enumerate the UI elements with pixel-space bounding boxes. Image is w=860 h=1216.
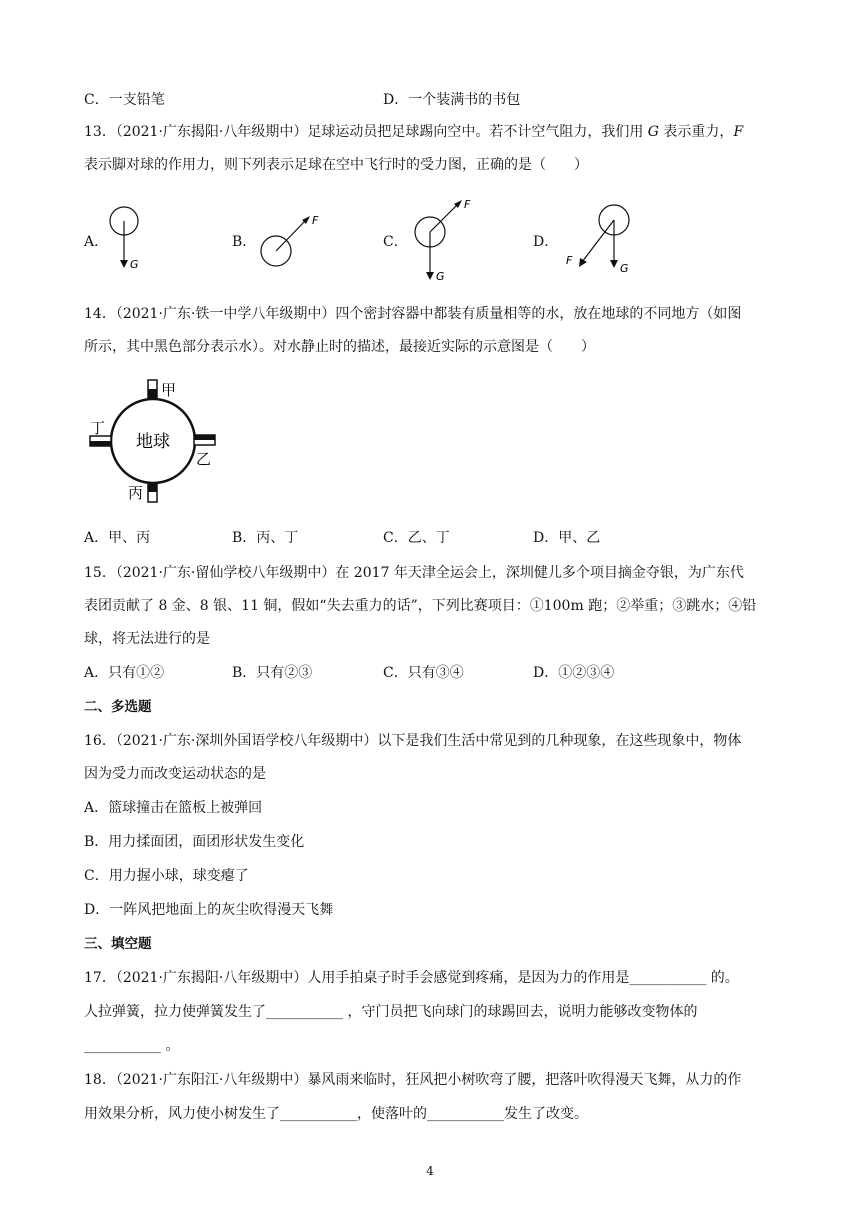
q14-stem-line1: 14．（2021·广东·铁一中学八年级期中）四个密封容器中都装有质量相等的水，放在地球的不同地方（如图 bbox=[84, 306, 742, 322]
q14-option-d[interactable]: D．甲、乙 bbox=[533, 530, 601, 546]
q14-option-b[interactable]: B．丙、丁 bbox=[232, 530, 299, 546]
q13-option-d-force-diagram bbox=[562, 200, 646, 282]
water-bing bbox=[148, 483, 157, 492]
q16-option-a[interactable]: A．篮球撞击在篮板上被弹回 bbox=[84, 800, 263, 816]
q13-option-b-force-diagram bbox=[254, 208, 330, 272]
q14-option-a[interactable]: A．甲、丙 bbox=[84, 530, 151, 546]
q14-stem-line2: 所示，其中黑色部分表示水）。对水静止时的描述，最接近实际的示意图是（ ） bbox=[84, 339, 595, 355]
q15-option-d[interactable]: D．①②③④ bbox=[533, 665, 615, 681]
q13-stem-line1 bbox=[84, 122, 743, 142]
q13-option-c-label[interactable]: C． bbox=[383, 234, 408, 250]
gravity-arrowhead bbox=[426, 272, 434, 280]
earth-label: 地球 bbox=[136, 432, 170, 452]
q16-option-d[interactable]: D．一阵风把地面上的灰尘吹得漫天飞舞 bbox=[84, 902, 334, 918]
q15-option-b[interactable]: B．只有②③ bbox=[232, 665, 313, 681]
water-yi bbox=[194, 435, 215, 440]
kick-force-arrow-line bbox=[276, 220, 306, 251]
q13-option-b-label[interactable]: B． bbox=[232, 234, 257, 250]
q13-stem-line2: 表示脚对球的作用力，则下列表示足球在空中飞行时的受力图，正确的是（ ） bbox=[84, 157, 588, 173]
label-jia: 甲 bbox=[161, 381, 177, 399]
q17-stem-line1: 17．（2021·广东揭阳·八年级期中）人用手拍桌子时手会感觉到疼痛，是因为力的作用是___________ 的。 bbox=[84, 970, 739, 986]
label-bing: 丙 bbox=[128, 484, 144, 502]
q12-option-d[interactable]: D．一个装满书的书包 bbox=[383, 92, 521, 108]
kick-force-arrow-line bbox=[582, 220, 614, 262]
q13-option-a-label[interactable]: A． bbox=[84, 234, 109, 250]
q16-stem-line2: 因为受力而改变运动状态的是 bbox=[84, 766, 266, 782]
kick-force-label: F bbox=[312, 214, 319, 227]
q16-option-c[interactable]: C．用力握小球，球变瘪了 bbox=[84, 868, 249, 884]
q15-stem-line2: 表团贡献了 8 金、8 银、11 铜，假如“失去重力的话”，下列比赛项目：①100m 跑；②举重；③跳水；④铅 bbox=[84, 598, 757, 614]
q13-option-d-label[interactable]: D． bbox=[533, 234, 559, 250]
water-ding bbox=[90, 441, 111, 446]
q15-stem-line3: 球，将无法进行的是 bbox=[84, 631, 210, 647]
gravity-label: G bbox=[436, 270, 445, 283]
q14-option-c[interactable]: C．乙、丁 bbox=[383, 530, 450, 546]
q18-stem-line1: 18．（2021·广东阳江·八年级期中）暴风雨来临时，狂风把小树吹弯了腰，把落叶吹得漫天飞舞，从力的作 bbox=[84, 1072, 742, 1088]
q15-stem-line1: 15．（2021·广东·留仙学校八年级期中）在 2017 年天津全运会上，深圳健儿多个项目摘金夺银，为广东代 bbox=[84, 565, 744, 581]
q16-stem-line1: 16．（2021·广东·深圳外国语学校八年级期中）以下是我们生活中常见到的几种现象，在这些现象中，物体 bbox=[84, 733, 742, 749]
q13-stem-text-b: 表示重力， bbox=[658, 124, 734, 140]
section-heading-multiple-choice: 二、多选题 bbox=[84, 699, 152, 715]
q13-option-c-force-diagram bbox=[408, 194, 488, 286]
q13-option-a-force-diagram bbox=[106, 204, 156, 276]
gravity-label: G bbox=[620, 262, 629, 275]
q15-option-a[interactable]: A．只有①② bbox=[84, 665, 165, 681]
kick-force-label: F bbox=[566, 254, 573, 267]
page-number: 4 bbox=[426, 1164, 434, 1178]
label-yi: 乙 bbox=[196, 450, 212, 468]
q18-stem-line2: 用效果分析，风力使小树发生了___________，使落叶的___________发生了改变。 bbox=[84, 1106, 588, 1122]
q15-option-c[interactable]: C．只有③④ bbox=[383, 665, 464, 681]
q13-symbol-g: G bbox=[647, 124, 659, 140]
gravity-arrowhead bbox=[610, 260, 618, 268]
q13-symbol-f: F bbox=[733, 124, 744, 140]
kick-force-label: F bbox=[464, 198, 471, 211]
q16-option-b[interactable]: B．用力揉面团，面团形状发生变化 bbox=[84, 834, 305, 850]
gravity-arrowhead bbox=[120, 260, 128, 268]
q17-stem-line2: 人拉弹簧，拉力使弹簧发生了___________ ，守门员把飞向球门的球踢回去，说明力能够改变物体的 bbox=[84, 1004, 698, 1020]
water-jia bbox=[148, 389, 157, 399]
gravity-label: G bbox=[130, 258, 139, 271]
q17-stem-line3: ___________ 。 bbox=[84, 1038, 180, 1054]
q12-option-c[interactable]: C．一支铅笔 bbox=[84, 92, 165, 108]
label-ding: 丁 bbox=[90, 419, 106, 437]
earth-water-container-figure bbox=[84, 374, 234, 508]
q13-stem-text-a: 13．（2021·广东揭阳·八年级期中）足球运动员把足球踢向空中。若不计空气阻力，我们用 bbox=[84, 124, 648, 140]
section-heading-fill-blank: 三、填空题 bbox=[84, 936, 152, 952]
kick-force-arrowhead bbox=[579, 258, 587, 267]
